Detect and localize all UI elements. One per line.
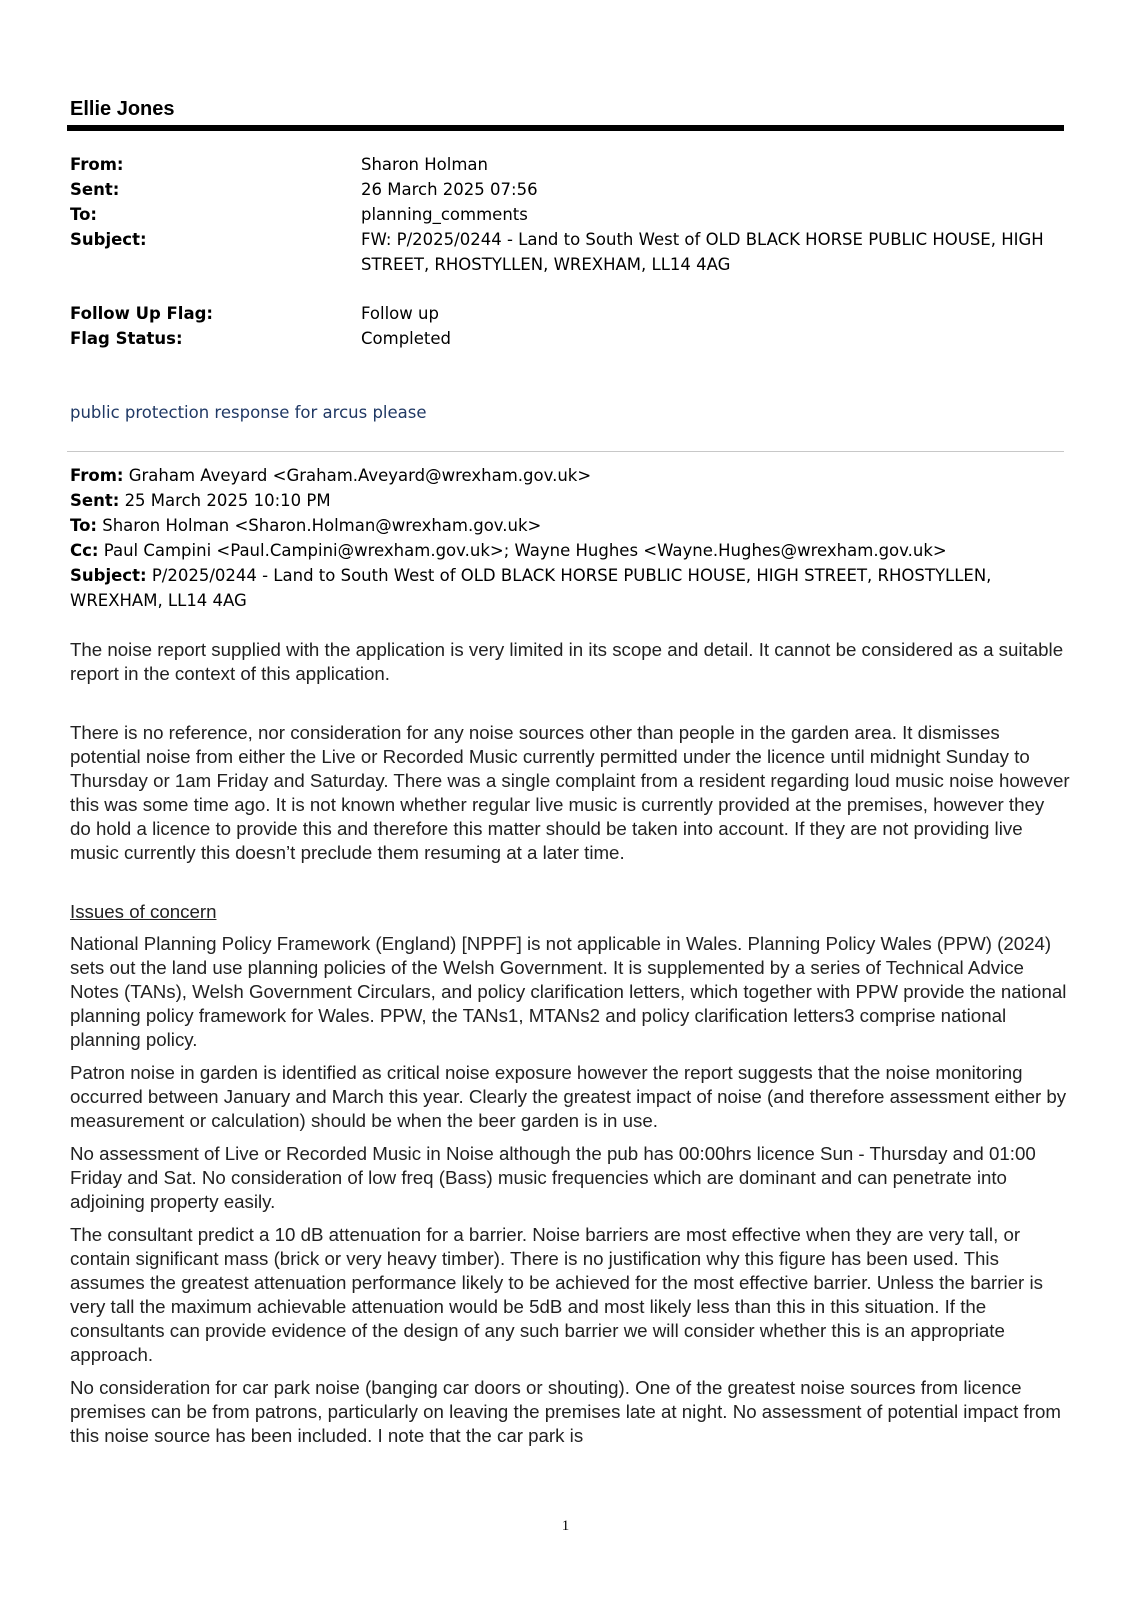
fwd-subject-value: P/2025/0244 - Land to South West of OLD BLACK HORSE PUBLIC HOUSE, HIGH STREET, RHOSTYLLEN, WREXHAM, LL14 4AG [70, 566, 992, 610]
subject-label: Subject: [70, 230, 147, 249]
body-paragraph-1: The noise report supplied with the application is very limited in its scope and detail. It cannot be considered as a suitable report in the context of this application. [70, 639, 1064, 684]
fwd-cc-line [70, 538, 1070, 563]
from-value: Sharon Holman [361, 155, 488, 174]
fwd-sent-value: 25 March 2025 10:10 PM [124, 491, 331, 510]
to-label: To: [70, 205, 97, 224]
forward-separator [67, 451, 1064, 452]
sent-value: 26 March 2025 07:56 [361, 180, 538, 199]
follow-up-flag-row [70, 301, 1070, 326]
subject-row [70, 227, 1070, 277]
body-paragraph-5: No assessment of Live or Recorded Music in Noise although the pub has 00:00hrs licence Sun - Thursday and 01:00 Friday and Sat. No consideration of low freq (Bass) music frequencies which are dominant and can penetrate into adjoining property easily. [70, 1143, 1036, 1212]
fwd-subject-line [70, 563, 1070, 613]
body-paragraph-4: Patron noise in garden is identified as critical noise exposure however the report suggests that the noise monitoring occurred between January and March this year. Clearly the greatest impact of noise (and therefore assessment either by measurement or calculation) should be when the beer garden is in use. [70, 1062, 1067, 1131]
follow-up-flag-value: Follow up [361, 304, 439, 323]
subject-value: FW: P/2025/0244 - Land to South West of OLD BLACK HORSE PUBLIC HOUSE, HIGH STREET, RHOSTYLLEN, WREXHAM, LL14 4AG [361, 230, 1044, 274]
forward-note: public protection response for arcus please [70, 403, 427, 422]
fwd-to-label: To: [70, 516, 97, 535]
email-header [70, 152, 1070, 351]
to-value: planning_comments [361, 205, 528, 224]
to-row [70, 202, 1070, 227]
forwarded-header [70, 463, 1070, 613]
fwd-sent-label: Sent: [70, 491, 120, 510]
header-rule [67, 125, 1064, 131]
fwd-cc-label: Cc: [70, 541, 99, 560]
flag-status-value: Completed [361, 329, 451, 348]
fwd-from-label: From: [70, 466, 124, 485]
mailbox-owner-name: Ellie Jones [70, 98, 175, 120]
fwd-cc-value: Paul Campini <Paul.Campini@wrexham.gov.uk>; Wayne Hughes <Wayne.Hughes@wrexham.gov.uk> [103, 541, 947, 560]
fwd-from-line [70, 463, 1070, 488]
fwd-subject-label: Subject: [70, 566, 147, 585]
body-paragraph-7: No consideration for car park noise (banging car doors or shouting). One of the greatest noise sources from licence premises can be from patrons, particularly on leaving the premises late at night. No assessment of potential impact from this noise source has been included. I note that the car park is [70, 1377, 1061, 1446]
sent-row [70, 177, 1070, 202]
email-body [70, 638, 1070, 1457]
fwd-sent-line [70, 488, 1070, 513]
fwd-to-line [70, 513, 1070, 538]
fwd-from-value: Graham Aveyard <Graham.Aveyard@wrexham.gov.uk> [128, 466, 592, 485]
body-paragraph-3: National Planning Policy Framework (England) [NPPF] is not applicable in Wales. Planning Policy Wales (PPW) (2024) sets out the land use planning policies of the Welsh Government. It is supplemented by a series of Technical Advice Notes (TANs), Welsh Government Circulars, and policy clarification letters, which together with PPW provide the national planning policy framework for Wales. PPW, the TANs1, MTANs2 and policy clarification letters3 comprise national planning policy. [70, 933, 1067, 1050]
body-paragraph-2: There is no reference, nor consideration for any noise sources other than people in the garden area. It dismisses potential noise from either the Live or Recorded Music currently permitted under the licence until midnight Sunday to Thursday or 1am Friday and Saturday. There was a single complaint from a resident regarding loud music noise however this was some time ago. It is not known whether regular live music is currently provided at the premises, however they do hold a licence to provide this and therefore this matter should be taken into account. If they are not providing live music currently this doesn’t preclude them resuming at a later time. [70, 722, 1070, 863]
from-label: From: [70, 155, 124, 174]
body-paragraph-6: The consultant predict a 10 dB attenuation for a barrier. Noise barriers are most effective when they are very tall, or contain significant mass (brick or very heavy timber). There is no justification why this figure has been used. This assumes the greatest attenuation performance likely to be achieved for the most effective barrier. Unless the barrier is very tall the maximum achievable attenuation would be 5dB and most likely less than this in this situation. If the consultants can provide evidence of the design of any such barrier we will consider whether this is an appropriate approach. [70, 1224, 1043, 1365]
fwd-to-value: Sharon Holman <Sharon.Holman@wrexham.gov.uk> [102, 516, 542, 535]
flag-status-label: Flag Status: [70, 329, 183, 348]
flag-status-row [70, 326, 1070, 351]
page-number: 1 [561, 1518, 570, 1534]
issues-heading: Issues of concern [70, 901, 217, 922]
follow-up-flag-label: Follow Up Flag: [70, 304, 213, 323]
from-row [70, 152, 1070, 177]
sent-label: Sent: [70, 180, 120, 199]
